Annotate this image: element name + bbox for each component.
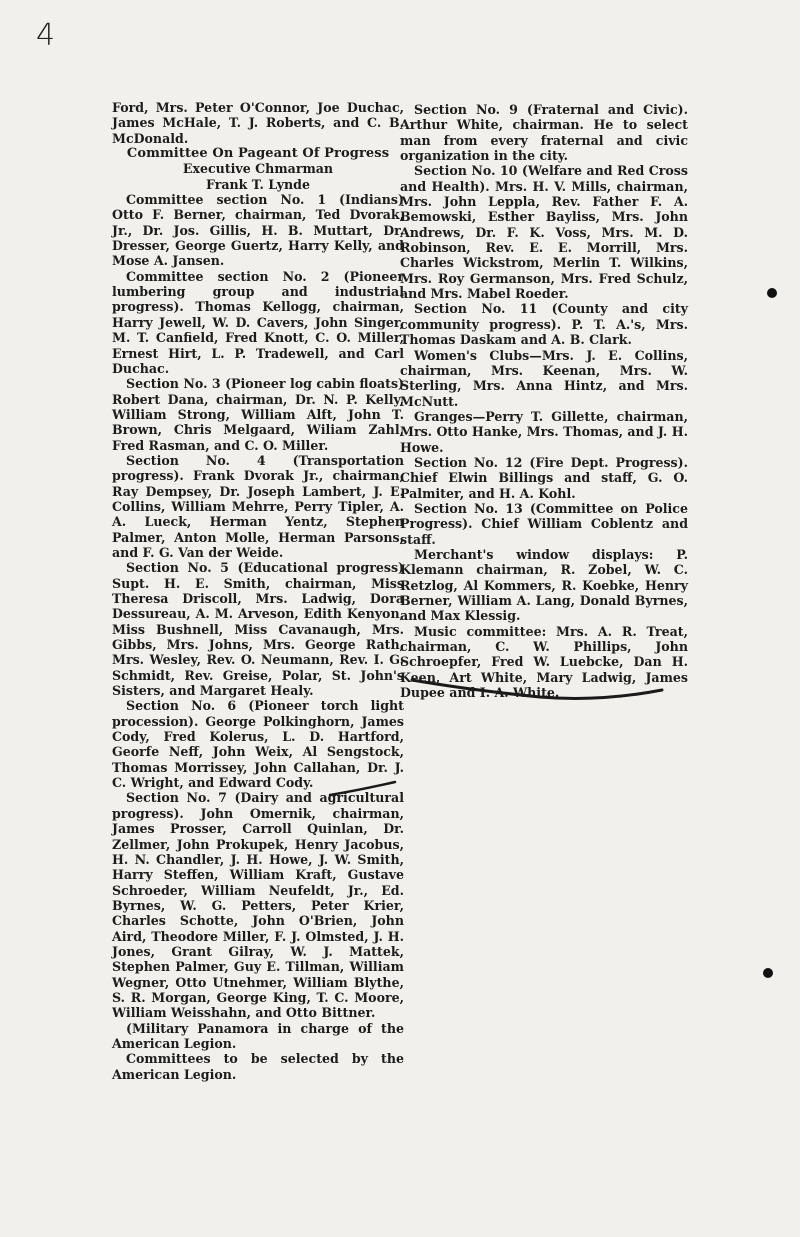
article-paragraph: Committees to be selected by the American Legion. <box>112 1051 404 1082</box>
article-paragraph: Ford, Mrs. Peter O'Connor, Joe Duchac, James McHale, T. J. Roberts, and C. B. McDonald. <box>112 100 404 146</box>
article-paragraph: Committee section No. 2 (Pioneer lumbering group and industrial progress). Thomas Kellogg, chairman, Harry Jewell, W. D. Cavers, John Singer, M. T. Canfield, Fred Knott, C. O. Miller, Ernest Hirt, L. P. Tradewell, and Carl Duchac. <box>112 268 404 376</box>
article-paragraph: (Military Panamora in charge of the American Legion. <box>112 1020 404 1051</box>
left-column <box>112 100 404 1082</box>
binder-hole-mark <box>763 968 773 978</box>
article-paragraph: Women's Clubs—Mrs. J. E. Collins, chairman, Mrs. Keenan, Mrs. W. Sterling, Mrs. Anna Hintz, and Mrs. McNutt. <box>400 347 688 409</box>
article-paragraph: Section No. 7 (Dairy and agricultural progress). John Omernik, chairman, James Prosser, Carroll Quinlan, Dr. Zellmer, John Prokupek, Henry Jacobus, H. N. Chandler, J. H. Howe, J. W. Smith, Harry Steffen, William Kraft, Gustave Schroeder, William Neufeldt, Jr., Ed. Byrnes, W. G. Petters, Peter Krier, Charles Schotte, John O'Brien, John Aird, Theodore Miller, F. J. Olmsted, J. H. Jones, Grant Gilray, W. J. Mattek, Stephen Palmer, Guy E. Tillman, William Wegner, Otto Utnehmer, William Blythe, S. R. Morgan, George King, T. C. Moore, William Weisshahn, and Otto Bittner. <box>112 790 404 1021</box>
article-paragraph: Section No. 11 (County and city community progress). P. T. A.'s, Mrs. Thomas Daskam and A. B. Clark. <box>400 301 688 348</box>
right-column <box>400 102 688 700</box>
article-paragraph: Merchant's window displays: P. Klemann chairman, R. Zobel, W. C. Retzlog, Al Kommers, R. Koebke, Henry Berner, William A. Lang, Donald Byrnes, and Max Klessig. <box>400 546 688 624</box>
page-number: 4 <box>36 18 56 53</box>
article-paragraph: Section No. 13 (Committee on Police Progress). Chief William Coblentz and staff. <box>400 500 688 547</box>
article-paragraph: Section No. 5 (Educational progress) Supt. H. E. Smith, chairman, Miss Theresa Driscoll, Mrs. Ladwig, Dora Dessureau, A. M. Arveson, Edith Kenyon, Miss Bushnell, Miss Cavanaugh, Mrs. Gibbs, Mrs. Johns, Mrs. George Rath, Mrs. Wesley, Rev. O. Neumann, Rev. I. G. Schmidt, Rev. Greise, Polar, St. John's Sisters, and Margaret Healy. <box>112 560 404 699</box>
article-paragraph: Section No. 6 (Pioneer torch light procession). George Polkinghorn, James Cody, Fred Kolerus, L. D. Hartford, Georfe Neff, John Weix, Al Sengstock, Thomas Morrissey, John Callahan, Dr. J. C. Wright, and Edward Cody. <box>112 698 404 791</box>
article-paragraph: Section No. 10 (Welfare and Red Cross and Health). Mrs. H. V. Mills, chairman, Mrs. John Leppla, Rev. Father F. A. Bemowski, Esther Bayliss, Mrs. John Andrews, Dr. F. K. Voss, Mrs. M. D. Robinson, Rev. E. E. Morrill, Mrs. Charles Wickstrom, Merlin T. Wilkins, Mrs. Roy Germanson, Mrs. Fred Schulz, and Mrs. Mabel Roeder. <box>400 163 688 302</box>
article-paragraph: Section No. 4 (Transportation progress). Frank Dvorak Jr., chairman, Ray Dempsey, Dr. Joseph Lambert, J. E. Collins, William Mehrre, Perry Tipler, A. A. Lueck, Herman Yentz, Stephen Palmer, Anton Molle, Herman Parsons, and F. G. Van der Weide. <box>112 452 404 560</box>
section-heading: Frank T. Lynde <box>206 176 310 192</box>
article-paragraph: Section No. 3 (Pioneer log cabin floats) Robert Dana, chairman, Dr. N. P. Kelly, William Strong, William Alft, John T. Brown, Chris Melgaard, Wiliam Zahl, Fred Rasman, and C. O. Miller. <box>112 376 404 453</box>
article-paragraph: Granges—Perry T. Gillette, chairman, Mrs. Otto Hanke, Mrs. Thomas, and J. H. Howe. <box>400 408 688 455</box>
section-heading: Committee On Pageant Of Progress <box>126 146 390 162</box>
article-paragraph: Section No. 9 (Fraternal and Civic). Arthur White, chairman. He to select man from every fraternal and civic organization in the city. <box>400 102 688 164</box>
article-paragraph: Committee section No. 1 (Indians) Otto F. Berner, chairman, Ted Dvorak, Jr., Dr. Jos. Gillis, H. B. Muttart, Dr. Dresser, George Guertz, Harry Kelly, and Mose A. Jansen. <box>112 192 404 269</box>
binder-hole-mark <box>767 288 777 298</box>
section-heading: Executive Chmarman <box>182 161 334 177</box>
article-paragraph: Music committee: Mrs. A. R. Treat, chairman, C. W. Phillips, John Schroepfer, Fred W. Luebcke, Dan H. Keen, Art White, Mary Ladwig, James Dupee and I. A. White. <box>400 623 688 701</box>
article-paragraph: Section No. 12 (Fire Dept. Progress). Chief Elwin Billings and staff, G. O. Palmiter, and H. A. Kohl. <box>400 454 688 501</box>
